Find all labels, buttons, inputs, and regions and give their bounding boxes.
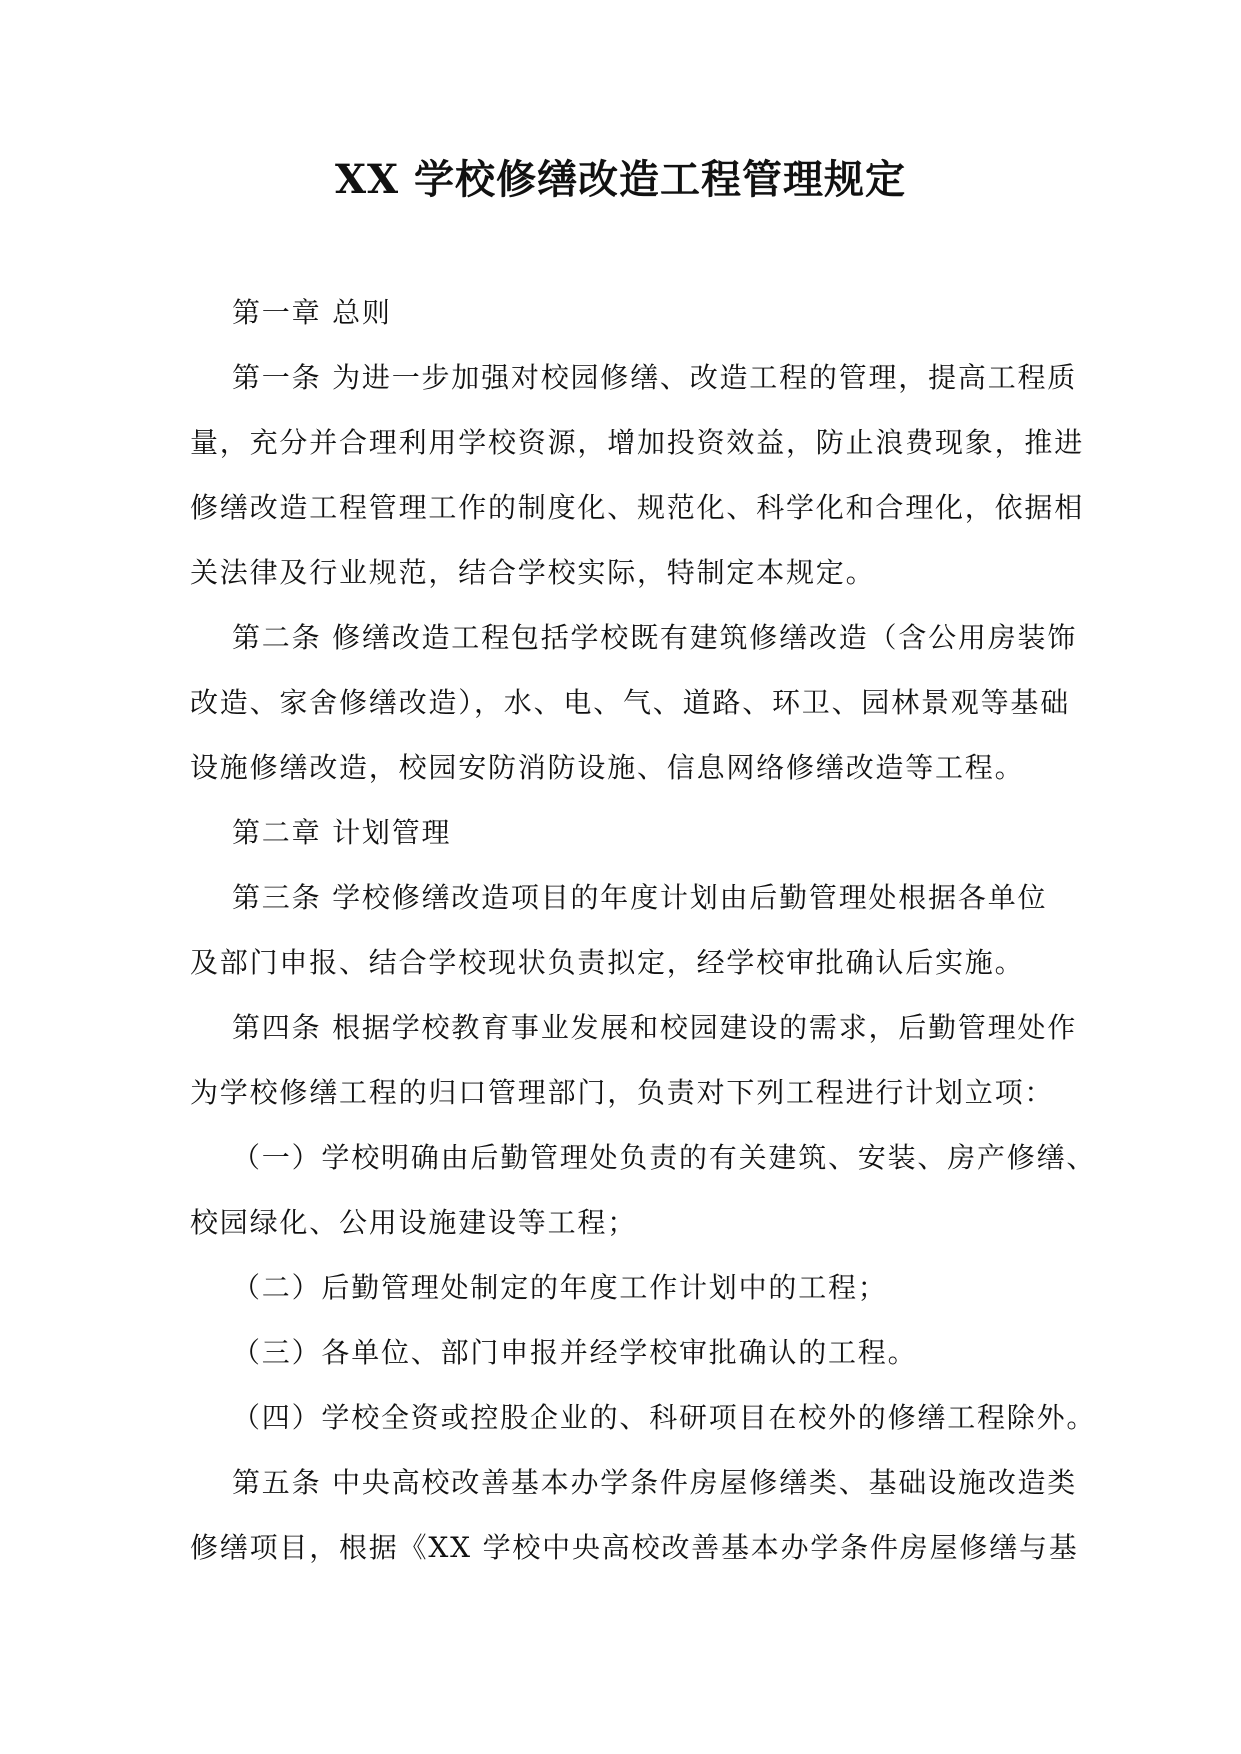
document-body <box>190 280 1097 1580</box>
text-line: 第三条 学校修缮改造项目的年度计划由后勤管理处根据各单位 <box>232 881 1048 914</box>
text-line: 关法律及行业规范，结合学校实际，特制定本规定。 <box>190 556 876 589</box>
text-line: 改造、家舍修缮改造），水、电、气、道路、环卫、园林景观等基础 <box>190 686 1071 719</box>
text-line: 修缮改造工程管理工作的制度化、规范化、科学化和合理化，依据相 <box>190 491 1085 524</box>
text-line: 第一章 总则 <box>232 296 392 329</box>
text-line: （四）学校全资或控股企业的、科研项目在校外的修缮工程除外。 <box>232 1401 1097 1434</box>
text-line: 第二章 计划管理 <box>232 816 452 849</box>
text-line: 第五条 中央高校改善基本办学条件房屋修缮类、基础设施改造类 <box>232 1466 1078 1499</box>
text-line: 校园绿化、公用设施建设等工程； <box>190 1206 638 1239</box>
document-title: XX 学校修缮改造工程管理规定 <box>335 156 906 203</box>
text-line: 第二条 修缮改造工程包括学校既有建筑修缮改造（含公用房装饰 <box>232 621 1078 654</box>
text-line: （二）后勤管理处制定的年度工作计划中的工程； <box>232 1271 888 1304</box>
text-line: 修缮项目，根据《XX 学校中央高校改善基本办学条件房屋修缮与基 <box>190 1531 1079 1564</box>
text-line: 量，充分并合理利用学校资源，增加投资效益，防止浪费现象，推进 <box>190 426 1085 459</box>
text-line: 为学校修缮工程的归口管理部门，负责对下列工程进行计划立项： <box>190 1076 1055 1109</box>
text-line: （三）各单位、部门申报并经学校审批确认的工程。 <box>232 1336 918 1369</box>
text-line: 第一条 为进一步加强对校园修缮、改造工程的管理，提高工程质 <box>232 361 1078 394</box>
text-line: 第四条 根据学校教育事业发展和校园建设的需求，后勤管理处作 <box>232 1011 1078 1044</box>
text-line: 设施修缮改造，校园安防消防设施、信息网络修缮改造等工程。 <box>190 751 1025 784</box>
text-line: （一）学校明确由后勤管理处负责的有关建筑、安装、房产修缮、 <box>232 1141 1097 1174</box>
text-line: 及部门申报、结合学校现状负责拟定，经学校审批确认后实施。 <box>190 946 1025 979</box>
